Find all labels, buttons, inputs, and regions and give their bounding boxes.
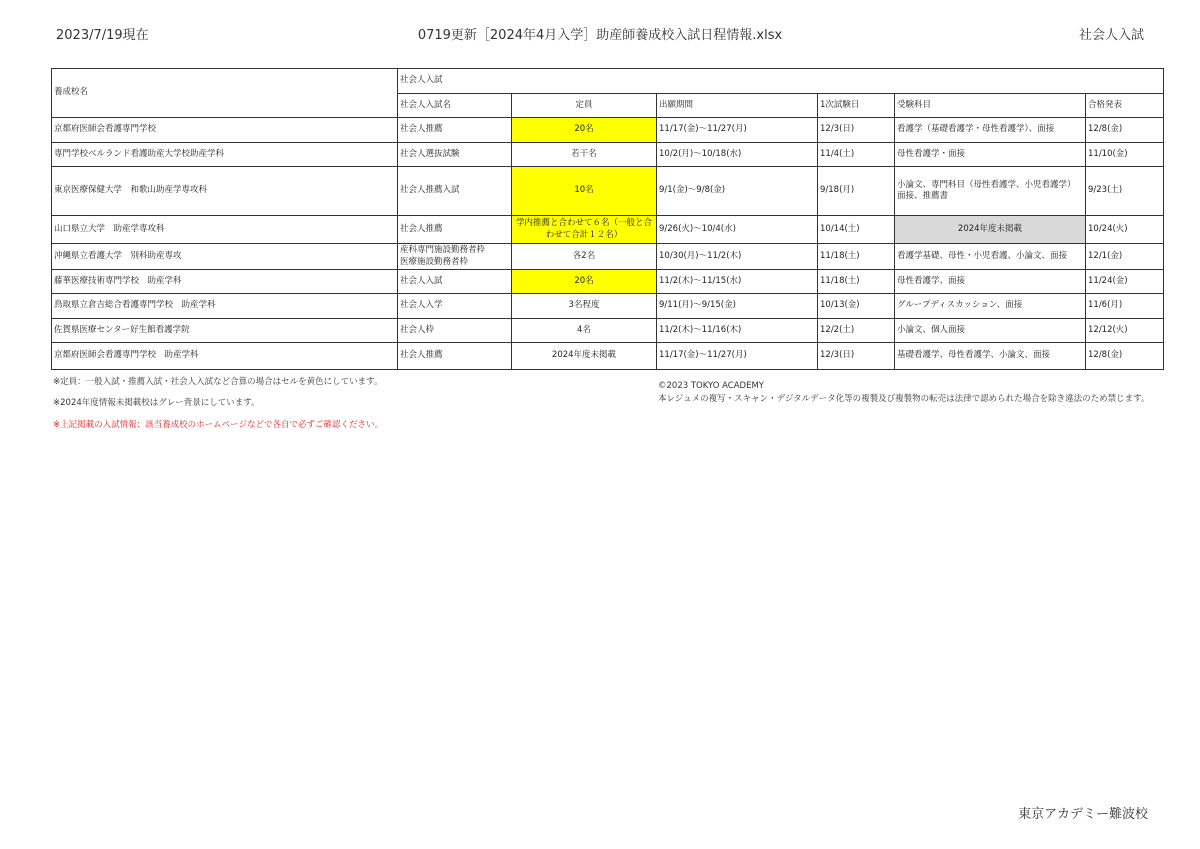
col-header: 1次試験日 [818,94,895,118]
cell-capacity: 各2名 [512,244,657,270]
cell-result: 11/10(金) [1086,143,1164,167]
header-date: 2023/7/19現在 [56,28,149,43]
cell-period: 11/17(金)～11/27(月) [657,343,818,370]
cell-school: 山口県立大学 助産学専攻科 [52,216,398,244]
cell-result: 12/8(金) [1086,343,1164,370]
cell-subjects: 母性看護学、面接 [895,270,1086,294]
table-row [52,118,1164,143]
cell-capacity: 3名程度 [512,294,657,319]
note-yellow: ※定員：一般入試・推薦入試・社会人入試など合算の場合はセルを黄色にしています。 [53,377,383,387]
cell-date: 10/14(土) [818,216,895,244]
header-title: 0719更新［2024年4月入学］助産師養成校入試日程情報.xlsx [417,28,783,43]
cell-result: 12/1(金) [1086,244,1164,270]
cell-school: 藤華医療技術専門学校 助産学科 [52,270,398,294]
table-row [52,216,1164,244]
cell-date: 12/3(日) [818,118,895,143]
cell-exam: 社会人枠 [398,319,512,343]
cell-exam: 社会人推薦 [398,118,512,143]
cell-result: 12/12(火) [1086,319,1164,343]
col-header: 受験科目 [895,94,1086,118]
cell-period: 11/17(金)～11/27(月) [657,118,818,143]
cell-subjects: 2024年度未掲載 [895,216,1086,244]
cell-exam: 社会人選抜試験 [398,143,512,167]
cell-capacity: 4名 [512,319,657,343]
table-row [52,143,1164,167]
cell-exam: 社会人入学 [398,294,512,319]
cell-result: 9/23(土) [1086,167,1164,216]
cell-period: 10/2(月)～10/18(水) [657,143,818,167]
cell-date: 11/18(土) [818,244,895,270]
cell-subjects: 小論文、専門科目（母性看護学、小児看護学）面接、推薦書 [895,167,1086,216]
copyright-block [658,380,1168,406]
cell-capacity: 2024年度未掲載 [512,343,657,370]
note-warning: ※上記掲載の入試情報：該当養成校のホームページなどで各自で必ずご確認ください。 [53,420,383,430]
cell-school: 佐賀県医療センター好生館看護学院 [52,319,398,343]
cell-period: 9/1(金)～9/8(金) [657,167,818,216]
table-row [52,319,1164,343]
col-header: 定員 [512,94,657,118]
note-gray: ※2024年度情報未掲載校はグレー背景にしています。 [53,398,260,408]
cell-date: 10/13(金) [818,294,895,319]
cell-school: 京都府医師会看護専門学校 [52,118,398,143]
col-header: 社会人入試名 [398,94,512,118]
cell-result: 12/8(金) [1086,118,1164,143]
cell-period: 11/2(木)～11/16(木) [657,319,818,343]
cell-school: 沖縄県立看護大学 別科助産専攻 [52,244,398,270]
cell-date: 12/2(土) [818,319,895,343]
cell-school: 専門学校ベルランド看護助産大学校助産学科 [52,143,398,167]
school-header: 養成校名 [52,69,398,118]
cell-period: 9/26(火)～10/4(水) [657,216,818,244]
header-category: 社会人入試 [1078,28,1144,43]
cell-date: 11/18(土) [818,270,895,294]
cell-exam: 社会人入試 [398,270,512,294]
cell-school: 京都府医師会看護専門学校 助産学科 [52,343,398,370]
cell-exam: 社会人推薦 [398,216,512,244]
cell-capacity: 若干名 [512,143,657,167]
cell-date: 12/3(日) [818,343,895,370]
copyright-line: ©2023 TOKYO ACADEMY [658,381,764,391]
table-row [52,244,1164,270]
cell-result: 11/24(金) [1086,270,1164,294]
cell-capacity: 学内推薦と合わせて６名（一般と合わせて合計１２名） [512,216,657,244]
col-header: 出願期間 [657,94,818,118]
table-row [52,167,1164,216]
cell-subjects: 看護学（基礎看護学・母性看護学）、面接 [895,118,1086,143]
cell-exam: 社会人推薦入試 [398,167,512,216]
cell-capacity: 20名 [512,270,657,294]
cell-result: 10/24(火) [1086,216,1164,244]
schedule-table [51,68,1164,370]
group-header: 社会人入試 [398,69,1164,94]
cell-result: 11/6(月) [1086,294,1164,319]
cell-date: 9/18(月) [818,167,895,216]
cell-exam: 社会人推薦 [398,343,512,370]
cell-date: 11/4(土) [818,143,895,167]
cell-subjects: グループディスカッション、面接 [895,294,1086,319]
cell-subjects: 看護学基礎、母性・小児看護、小論文、面接 [895,244,1086,270]
cell-school: 東京医療保健大学 和歌山助産学専攻科 [52,167,398,216]
cell-period: 10/30(月)～11/2(木) [657,244,818,270]
table-row [52,294,1164,319]
table-row [52,270,1164,294]
col-header: 合格発表 [1086,94,1164,118]
cell-subjects: 小論文、個人面接 [895,319,1086,343]
cell-period: 11/2(木)～11/15(水) [657,270,818,294]
cell-school: 鳥取県立倉吉総合看護専門学校 助産学科 [52,294,398,319]
footer-school-name: 東京アカデミー難波校 [1018,807,1148,822]
cell-subjects: 母性看護学・面接 [895,143,1086,167]
table-row [52,343,1164,370]
cell-exam: 産科専門施設勤務者枠 医療施設勤務者枠 [398,244,512,270]
cell-subjects: 基礎看護学、母性看護学、小論文、面接 [895,343,1086,370]
copyright-notice: 本レジュメの複写・スキャン・デジタルデータ化等の複製及び複製物の転売は法律で認められた場合を除き違法のため禁じます。 [658,394,1150,405]
cell-period: 9/11(月)～9/15(金) [657,294,818,319]
cell-capacity: 10名 [512,167,657,216]
cell-capacity: 20名 [512,118,657,143]
